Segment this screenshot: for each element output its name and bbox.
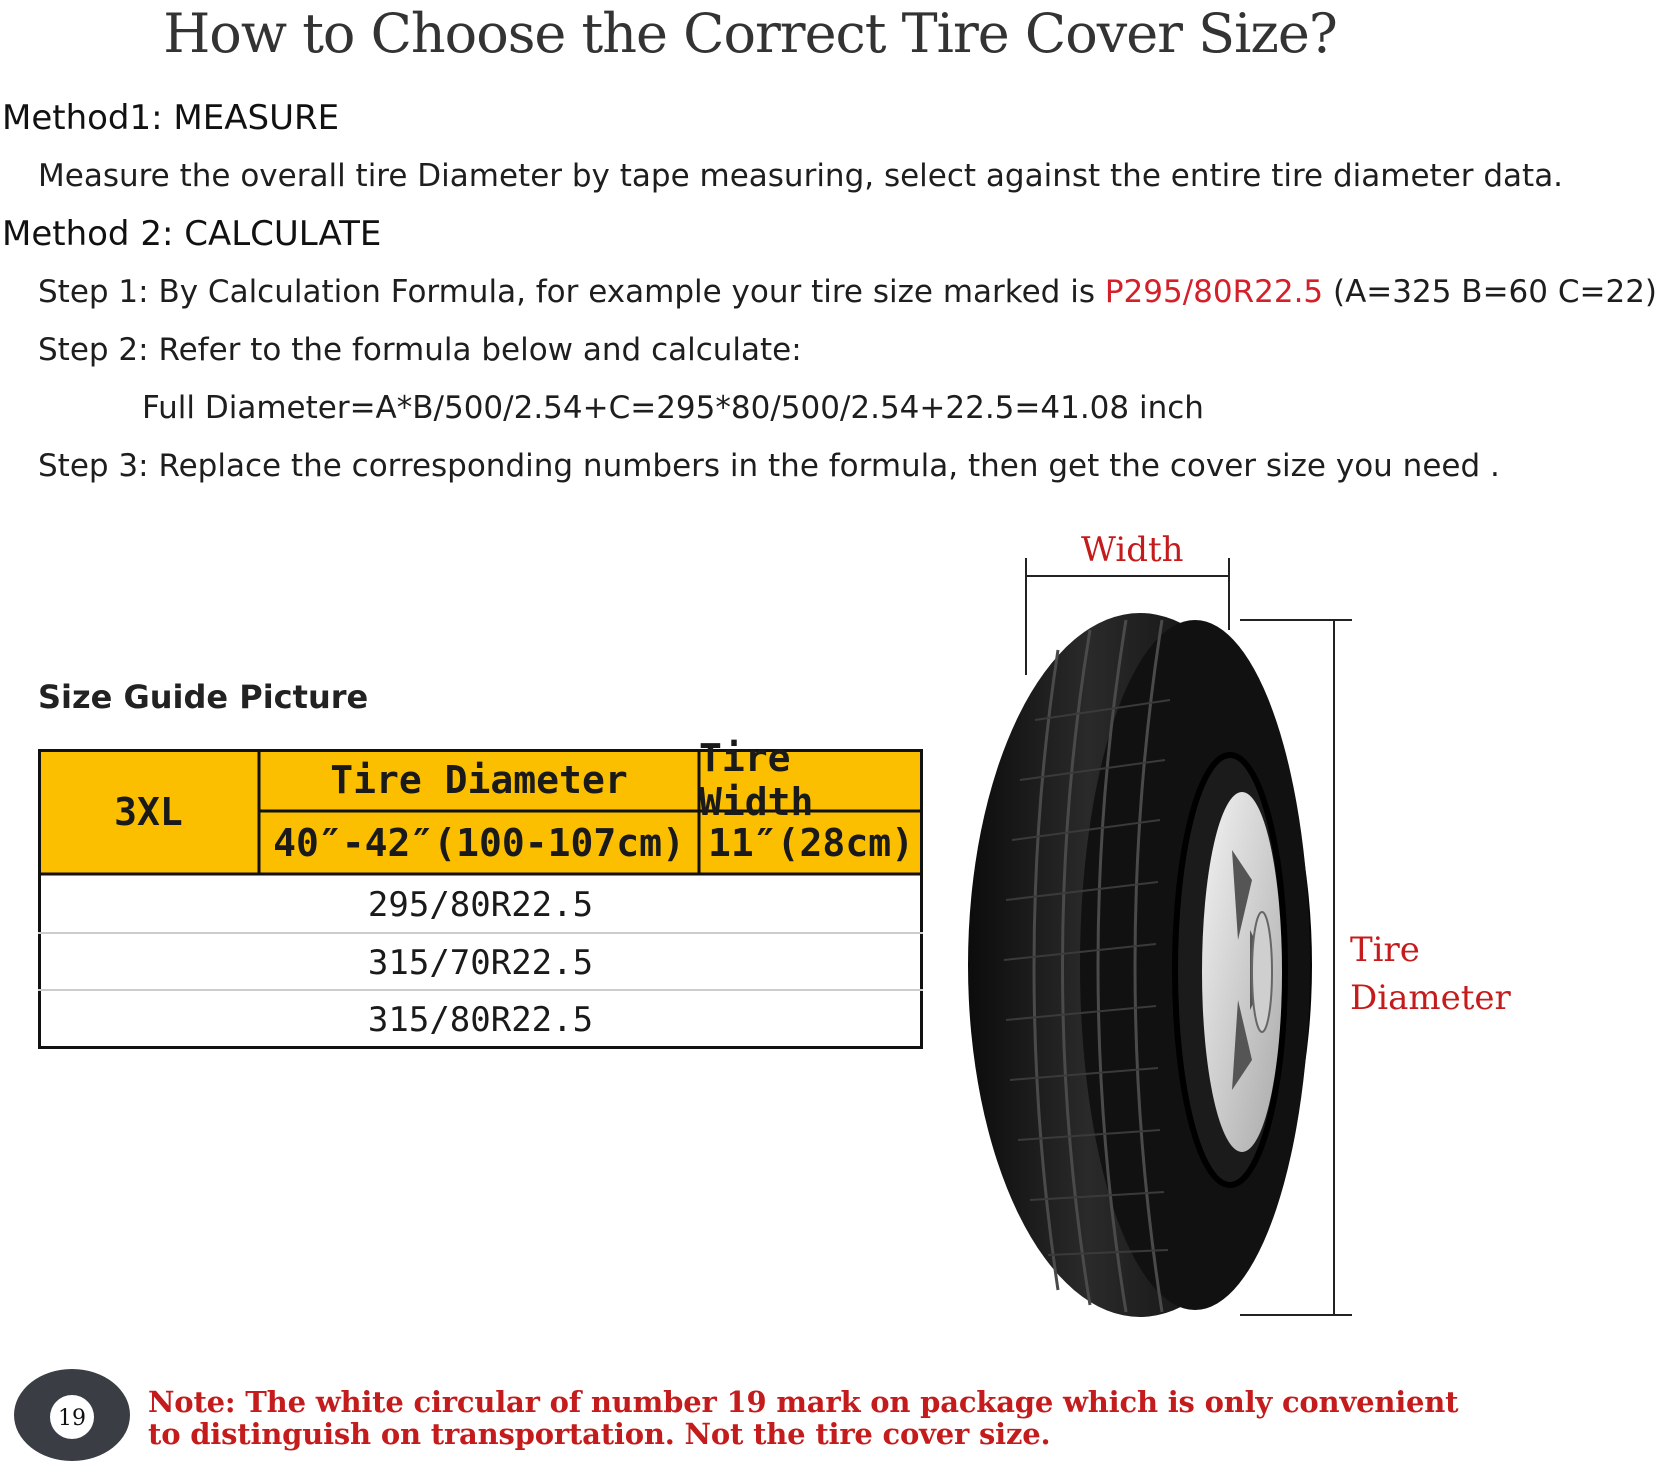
step1-text [38,274,1657,310]
width-label: Width [1081,530,1184,570]
step1-example-size: P295/80R22.5 [1104,274,1324,310]
step1-prefix: Step 1: By Calculation Formula, for example your tire size marked is [38,274,1105,310]
size-label: 3XL [114,789,183,834]
diameter-label-line2: Diameter [1350,978,1511,1018]
size-guide-title: Size Guide Picture [38,678,369,716]
table-row: 315/80R22.5 [367,999,594,1040]
method2-heading: Method 2: CALCULATE [2,214,382,254]
badge-number: 19 [58,1406,86,1431]
width-value: 11″(28cm) [708,820,914,865]
step2-text: Step 2: Refer to the formula below and calculate: [38,332,802,368]
formula-text: Full Diameter=A*B/500/2.54+C=295*80/500/2.54+22.5=41.08 inch [142,390,1204,426]
width-header: Tire Width [699,736,814,824]
rim-hub [1252,912,1272,1032]
note-text: Note: The white circular of number 19 mark on package which is only convenient to distinguish on transportation. Not the tire cover size. [148,1385,1459,1451]
diameter-header: Tire Diameter [330,758,628,802]
diameter-label-line1: Tire [1350,930,1420,970]
table-row: 295/80R22.5 [367,885,594,925]
number-badge [13,1368,131,1463]
size-table [38,736,923,1049]
step3-text: Step 3: Replace the corresponding numbers in the formula, then get the cover size you need . [38,448,1500,484]
page-title: How to Choose the Correct Tire Cover Size? [163,2,1337,65]
diameter-value: 40″-42″(100-107cm) [273,820,685,865]
method1-heading: Method1: MEASURE [2,98,340,138]
tire-diagram [940,520,1511,1340]
step1-suffix: (A=325 B=60 C=22) [1323,274,1657,310]
badge-icon [13,1368,131,1463]
method1-text: Measure the overall tire Diameter by tape measuring, select against the entire tire diameter data. [38,158,1564,194]
table-row: 315/70R22.5 [367,942,594,983]
